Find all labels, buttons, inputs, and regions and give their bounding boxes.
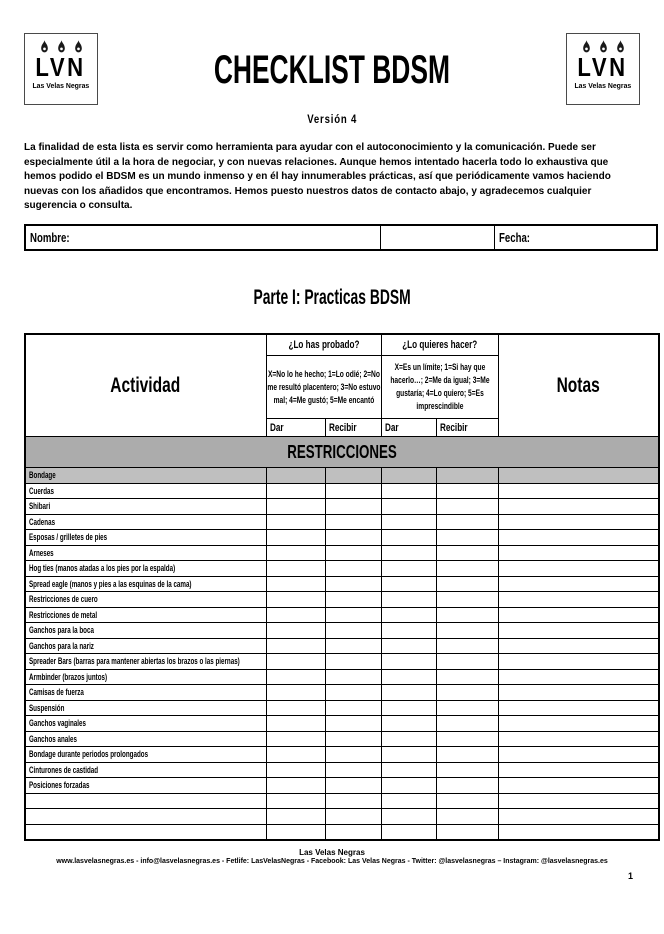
table-row: [25, 747, 659, 763]
footer-contact-line: www.lasvelasnegras.es - info@lasvelasnegras.es - Fetlife: LasVelasNegras - Facebook: Las Velas Negras - Twitter: @lasvelasnegras – Instagram: @lasvelasnegras.es: [56, 858, 608, 865]
dar-1-cell: [266, 747, 325, 763]
table-row: [25, 483, 659, 499]
subheader-dar-1: Dar: [266, 419, 325, 437]
recibir-1-cell: [325, 654, 381, 670]
dar-1-cell: [266, 514, 325, 530]
notas-cell: [498, 731, 659, 747]
notas-cell: [498, 468, 659, 484]
activity-label: Spreader Bars (barras para mantener abiertas los brazos o las piernas): [29, 656, 240, 667]
table-row: [25, 545, 659, 561]
dar-1-cell: [266, 824, 325, 840]
activity-cell: [25, 793, 266, 809]
dar-1-cell: [266, 499, 325, 515]
notes-header-cell: [498, 334, 659, 437]
notas-cell: [498, 685, 659, 701]
dar-2-cell: [381, 762, 436, 778]
activity-cell: [25, 778, 266, 794]
recibir-1-cell: [325, 576, 381, 592]
dar-1-cell: [266, 592, 325, 608]
activity-cell: [25, 623, 266, 639]
name-field: [26, 226, 381, 249]
recibir-2-cell: [436, 685, 498, 701]
section-header-cell: [25, 437, 659, 468]
recibir-2-cell: [436, 762, 498, 778]
recibir-1-cell: [325, 793, 381, 809]
date-field: [495, 226, 656, 249]
activity-rows: [25, 468, 659, 840]
recibir-1-cell: [325, 716, 381, 732]
legend-quieres: X=Es un límite; 1=Si hay que hacerlo…; 2=Me da igual; 3=Me gustaría; 4=Lo quiero; 5=Es imprescindible: [389, 362, 490, 411]
dar-2-cell: [381, 685, 436, 701]
document-title: CHECKLIST BDSM: [213, 48, 451, 92]
dar-2-cell: [381, 561, 436, 577]
practices-table: [24, 333, 660, 841]
dar-1-cell: [266, 468, 325, 484]
recibir-1-cell: [325, 809, 381, 825]
table-row: [25, 654, 659, 670]
recibir-1-cell: [325, 778, 381, 794]
recibir-2-cell: [436, 716, 498, 732]
name-date-box: [24, 224, 658, 251]
notas-cell: [498, 747, 659, 763]
activity-cell: [25, 809, 266, 825]
dar-1-cell: [266, 762, 325, 778]
activity-label: Armbinder (brazos juntos): [29, 671, 108, 682]
dar-2-cell: [381, 778, 436, 794]
table-row: [25, 561, 659, 577]
subheader-dar-2: Dar: [381, 419, 436, 437]
notas-cell: [498, 669, 659, 685]
footer-org: Las Velas Negras: [299, 848, 365, 857]
notas-cell: [498, 716, 659, 732]
activity-cell: [25, 592, 266, 608]
dar-1-cell: [266, 638, 325, 654]
middle-empty-cell: [381, 226, 495, 249]
activity-cell: [25, 514, 266, 530]
dar-2-cell: [381, 716, 436, 732]
notas-cell: [498, 793, 659, 809]
notas-cell: [498, 824, 659, 840]
activity-cell: [25, 561, 266, 577]
table-row: [25, 499, 659, 515]
table-row: [25, 685, 659, 701]
dar-1-cell: [266, 700, 325, 716]
dar-1-cell: [266, 576, 325, 592]
recibir-2-cell: [436, 514, 498, 530]
table-row: [25, 731, 659, 747]
notas-cell: [498, 483, 659, 499]
recibir-1-cell: [325, 623, 381, 639]
table-row: [25, 716, 659, 732]
activity-label: Shibari: [29, 501, 51, 512]
activity-cell: [25, 824, 266, 840]
table-row: [25, 809, 659, 825]
date-label: Fecha:: [499, 230, 531, 245]
notas-cell: [498, 638, 659, 654]
document-title-wrap: [0, 50, 664, 90]
activity-label: Posiciones forzadas: [29, 780, 90, 791]
recibir-2-cell: [436, 468, 498, 484]
version-wrap: [0, 112, 664, 126]
dar-2-cell: [381, 483, 436, 499]
recibir-2-cell: [436, 483, 498, 499]
group-header-probado: ¿Lo has probado?: [266, 334, 381, 356]
notas-cell: [498, 576, 659, 592]
dar-2-cell: [381, 514, 436, 530]
recibir-1-cell: [325, 514, 381, 530]
activity-label: Restricciones de metal: [29, 609, 98, 620]
logo-name: Las Velas Negras: [32, 81, 90, 90]
table-row: [25, 793, 659, 809]
dar-1-cell: [266, 685, 325, 701]
recibir-2-cell: [436, 747, 498, 763]
dar-2-cell: [381, 700, 436, 716]
recibir-2-cell: [436, 607, 498, 623]
activity-label: Esposas / grilletes de pies: [29, 532, 108, 543]
table-row: [25, 576, 659, 592]
subheader-recibir-2: Recibir: [436, 419, 498, 437]
activity-label: Hog ties (manos atadas a los pies por la espalda): [29, 563, 176, 574]
recibir-2-cell: [436, 623, 498, 639]
recibir-1-cell: [325, 700, 381, 716]
activity-label: Ganchos anales: [29, 733, 77, 744]
recibir-1-cell: [325, 530, 381, 546]
activity-cell: [25, 700, 266, 716]
recibir-2-cell: [436, 731, 498, 747]
activity-header-cell: [25, 334, 266, 437]
activity-cell: [25, 716, 266, 732]
name-label: Nombre:: [30, 230, 70, 245]
activity-cell: [25, 638, 266, 654]
legend-quieres-cell: [381, 356, 498, 419]
dar-2-cell: [381, 731, 436, 747]
logo-acronym: LVN: [35, 52, 87, 82]
table-row: [25, 607, 659, 623]
table-row: [25, 623, 659, 639]
dar-2-cell: [381, 793, 436, 809]
activity-cell: [25, 731, 266, 747]
dar-1-cell: [266, 545, 325, 561]
dar-1-cell: [266, 669, 325, 685]
activity-label: Camisas de fuerza: [29, 687, 84, 698]
table-row: [25, 530, 659, 546]
recibir-2-cell: [436, 530, 498, 546]
dar-2-cell: [381, 576, 436, 592]
dar-1-cell: [266, 731, 325, 747]
activity-label: Cuerdas: [29, 485, 55, 496]
recibir-1-cell: [325, 483, 381, 499]
dar-2-cell: [381, 809, 436, 825]
activity-header: Actividad: [110, 373, 181, 397]
activity-cell: [25, 468, 266, 484]
activity-cell: [25, 545, 266, 561]
table-row: [25, 762, 659, 778]
activity-label: Spread eagle (manos y pies a las esquinas de la cama): [29, 578, 192, 589]
recibir-2-cell: [436, 654, 498, 670]
recibir-1-cell: [325, 731, 381, 747]
recibir-2-cell: [436, 592, 498, 608]
section-header-row: [25, 437, 659, 468]
intro-paragraph: La finalidad de esta lista es servir como herramienta para ayudar con el autoconocimiento y la comunicación. Puede ser especialmente útil a la hora de negociar, y con nuevas relaciones. Aunque hemos intentado hacerla todo lo exhaustiva que hemos podido el BDSM es un mundo inmenso y en él hay innumerables prácticas, así que periódicamente vamos haciendo nuevas con los añadidos que encontramos. Hemos puesto nuestros datos de contacto abajo, y agradecemos cualquier sugerencia o consulta.: [24, 142, 611, 212]
dar-1-cell: [266, 809, 325, 825]
dar-1-cell: [266, 778, 325, 794]
recibir-1-cell: [325, 499, 381, 515]
part1-title-wrap: [0, 286, 664, 310]
dar-1-cell: [266, 654, 325, 670]
dar-1-cell: [266, 793, 325, 809]
recibir-2-cell: [436, 545, 498, 561]
dar-2-cell: [381, 468, 436, 484]
recibir-1-cell: [325, 638, 381, 654]
legend-probado-cell: [266, 356, 381, 419]
activity-cell: [25, 483, 266, 499]
legend-probado: X=No lo he hecho; 1=Lo odié; 2=No me resultó placentero; 3=No estuvo mal; 4=Me gustó; 5=Me encantó: [266, 368, 380, 405]
table-row: [25, 514, 659, 530]
notas-cell: [498, 623, 659, 639]
recibir-1-cell: [325, 669, 381, 685]
page-number: 1: [628, 871, 634, 881]
recibir-2-cell: [436, 700, 498, 716]
activity-label: Ganchos vaginales: [29, 718, 86, 729]
group-header-quieres: ¿Lo quieres hacer?: [381, 334, 498, 356]
notas-cell: [498, 607, 659, 623]
activity-cell: [25, 607, 266, 623]
notas-cell: [498, 654, 659, 670]
activity-label: Arneses: [29, 547, 54, 558]
notas-cell: [498, 700, 659, 716]
section-header-label: RESTRICCIONES: [287, 441, 397, 462]
version-label: Versión 4: [307, 112, 357, 126]
dar-2-cell: [381, 669, 436, 685]
activity-cell: [25, 747, 266, 763]
recibir-1-cell: [325, 747, 381, 763]
table-row: [25, 592, 659, 608]
activity-label: Ganchos para la boca: [29, 625, 94, 636]
dar-2-cell: [381, 530, 436, 546]
notas-cell: [498, 809, 659, 825]
dar-1-cell: [266, 623, 325, 639]
dar-2-cell: [381, 747, 436, 763]
activity-cell: [25, 530, 266, 546]
dar-2-cell: [381, 592, 436, 608]
activity-label: Bondage durante periodos prolongados: [29, 749, 149, 760]
recibir-2-cell: [436, 669, 498, 685]
dar-1-cell: [266, 716, 325, 732]
recibir-2-cell: [436, 809, 498, 825]
notas-cell: [498, 561, 659, 577]
logo-acronym: LVN: [577, 52, 629, 82]
activity-cell: [25, 685, 266, 701]
activity-label: Bondage: [29, 470, 56, 481]
activity-cell: [25, 654, 266, 670]
activity-cell: [25, 499, 266, 515]
dar-1-cell: [266, 561, 325, 577]
dar-2-cell: [381, 654, 436, 670]
recibir-1-cell: [325, 824, 381, 840]
notas-cell: [498, 514, 659, 530]
recibir-1-cell: [325, 561, 381, 577]
activity-cell: [25, 576, 266, 592]
category-row: [25, 468, 659, 484]
recibir-2-cell: [436, 576, 498, 592]
notas-cell: [498, 530, 659, 546]
notas-cell: [498, 778, 659, 794]
dar-2-cell: [381, 824, 436, 840]
recibir-1-cell: [325, 685, 381, 701]
recibir-2-cell: [436, 793, 498, 809]
recibir-1-cell: [325, 545, 381, 561]
dar-2-cell: [381, 545, 436, 561]
table-row: [25, 700, 659, 716]
activity-cell: [25, 669, 266, 685]
dar-1-cell: [266, 607, 325, 623]
subheader-recibir-1: Recibir: [325, 419, 381, 437]
recibir-2-cell: [436, 778, 498, 794]
part1-title: Parte I: Practicas BDSM: [253, 286, 411, 309]
notas-cell: [498, 762, 659, 778]
logo-name: Las Velas Negras: [574, 81, 632, 90]
recibir-1-cell: [325, 468, 381, 484]
dar-1-cell: [266, 530, 325, 546]
table-row: [25, 638, 659, 654]
header-row-groups: [25, 334, 659, 356]
recibir-2-cell: [436, 499, 498, 515]
dar-2-cell: [381, 607, 436, 623]
activity-label: Cinturones de castidad: [29, 764, 99, 775]
recibir-1-cell: [325, 592, 381, 608]
notas-cell: [498, 499, 659, 515]
recibir-2-cell: [436, 638, 498, 654]
activity-cell: [25, 762, 266, 778]
activity-label: Restricciones de cuero: [29, 594, 98, 605]
dar-2-cell: [381, 499, 436, 515]
activity-label: Suspensión: [29, 702, 65, 713]
activity-label: Ganchos para la nariz: [29, 640, 94, 651]
recibir-1-cell: [325, 762, 381, 778]
activity-label: Cadenas: [29, 516, 56, 527]
table-row: [25, 669, 659, 685]
dar-2-cell: [381, 623, 436, 639]
recibir-2-cell: [436, 561, 498, 577]
table-row: [25, 824, 659, 840]
dar-1-cell: [266, 483, 325, 499]
recibir-1-cell: [325, 607, 381, 623]
notes-header: Notas: [556, 373, 600, 397]
notas-cell: [498, 592, 659, 608]
notas-cell: [498, 545, 659, 561]
dar-2-cell: [381, 638, 436, 654]
recibir-2-cell: [436, 824, 498, 840]
table-row: [25, 778, 659, 794]
